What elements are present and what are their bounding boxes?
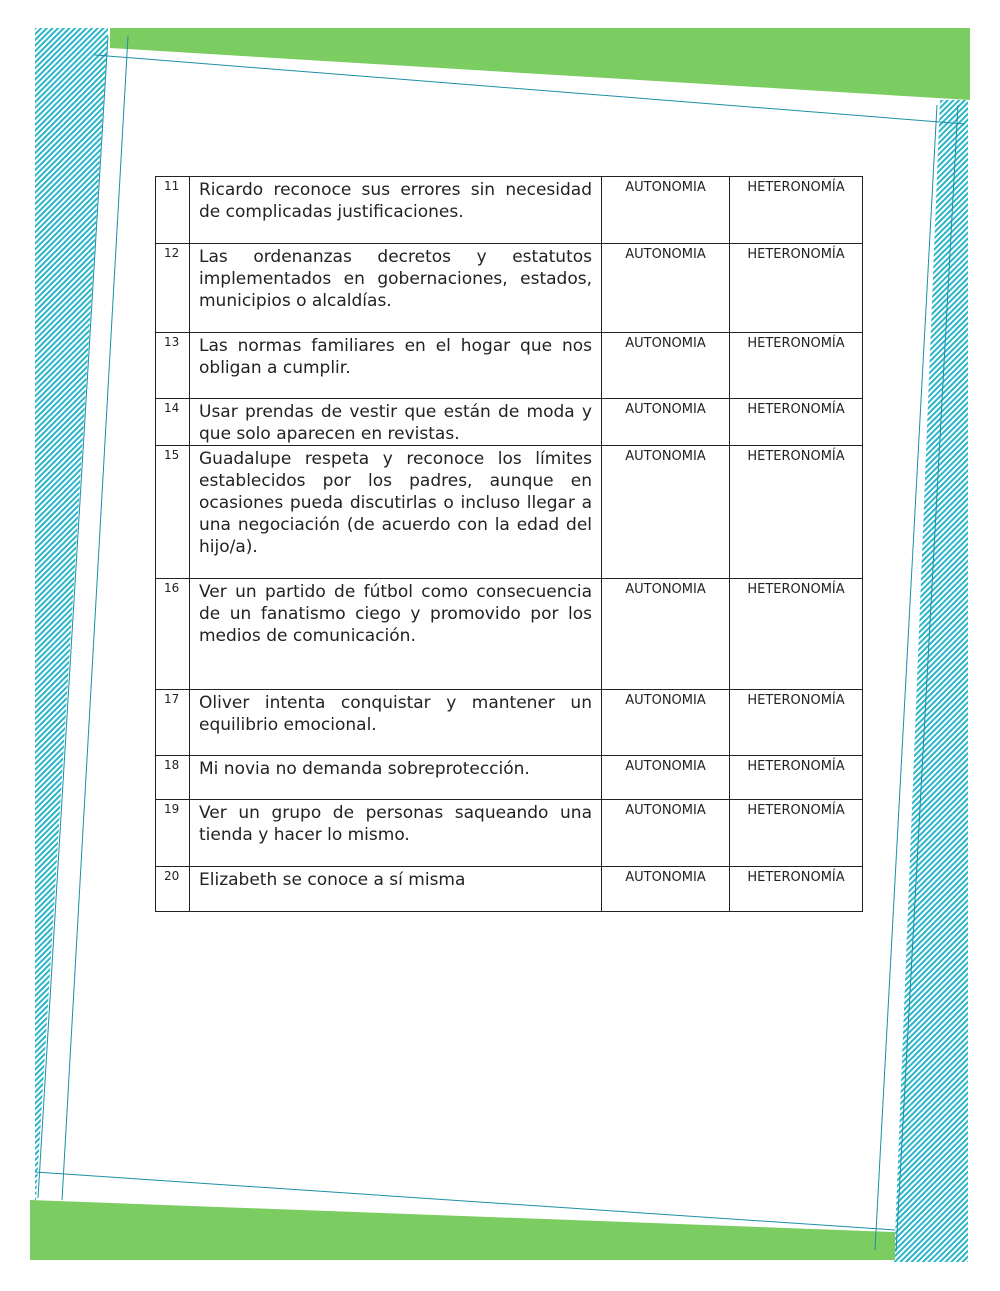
row-number: 13 (156, 333, 190, 399)
row-number: 16 (156, 579, 190, 690)
option-autonomia[interactable]: AUTONOMIA (602, 756, 730, 800)
option-autonomia[interactable]: AUTONOMIA (602, 333, 730, 399)
statement-text: Elizabeth se conoce a sí misma (190, 867, 602, 912)
table-row (156, 579, 863, 690)
table-row (156, 177, 863, 244)
statement-text: Ver un grupo de personas saqueando una tienda y hacer lo mismo. (190, 800, 602, 867)
statement-text: Mi novia no demanda sobreprotección. (190, 756, 602, 800)
option-heteronomia[interactable]: HETERONOMÍA (730, 244, 863, 333)
option-autonomia[interactable]: AUTONOMIA (602, 579, 730, 690)
table-row (156, 800, 863, 867)
bottom-green-band (30, 1200, 895, 1260)
option-heteronomia[interactable]: HETERONOMÍA (730, 579, 863, 690)
table-row (156, 244, 863, 333)
option-heteronomia[interactable]: HETERONOMÍA (730, 867, 863, 912)
row-number: 20 (156, 867, 190, 912)
option-autonomia[interactable]: AUTONOMIA (602, 800, 730, 867)
table-row (156, 333, 863, 399)
table-row (156, 690, 863, 756)
option-autonomia[interactable]: AUTONOMIA (602, 446, 730, 579)
option-autonomia[interactable]: AUTONOMIA (602, 867, 730, 912)
option-autonomia[interactable]: AUTONOMIA (602, 690, 730, 756)
table-row (156, 867, 863, 912)
option-heteronomia[interactable]: HETERONOMÍA (730, 756, 863, 800)
row-number: 11 (156, 177, 190, 244)
option-heteronomia[interactable]: HETERONOMÍA (730, 800, 863, 867)
option-autonomia[interactable]: AUTONOMIA (602, 399, 730, 446)
statement-text: Oliver intenta conquistar y mantener un equilibrio emocional. (190, 690, 602, 756)
row-number: 12 (156, 244, 190, 333)
option-heteronomia[interactable]: HETERONOMÍA (730, 446, 863, 579)
row-number: 15 (156, 446, 190, 579)
option-heteronomia[interactable]: HETERONOMÍA (730, 333, 863, 399)
table-row (156, 446, 863, 579)
top-green-band (110, 28, 970, 100)
statement-text: Ver un partido de fútbol como consecuencia de un fanatismo ciego y promovido por los medios de comunicación. (190, 579, 602, 690)
table-row (156, 399, 863, 446)
row-number: 17 (156, 690, 190, 756)
statement-text: Usar prendas de vestir que están de moda y que solo aparecen en revistas. (190, 399, 602, 446)
table-row (156, 756, 863, 800)
row-number: 18 (156, 756, 190, 800)
statement-text: Las normas familiares en el hogar que nos obligan a cumplir. (190, 333, 602, 399)
classification-table (155, 176, 863, 912)
option-heteronomia[interactable]: HETERONOMÍA (730, 690, 863, 756)
option-autonomia[interactable]: AUTONOMIA (602, 177, 730, 244)
option-heteronomia[interactable]: HETERONOMÍA (730, 399, 863, 446)
statement-text: Guadalupe respeta y reconoce los límites establecidos por los padres, aunque en ocasiones pueda discutirlas o incluso llegar a una negociación (de acuerdo con la edad del hijo/a). (190, 446, 602, 579)
statement-text: Ricardo reconoce sus errores sin necesidad de complicadas justificaciones. (190, 177, 602, 244)
row-number: 14 (156, 399, 190, 446)
option-autonomia[interactable]: AUTONOMIA (602, 244, 730, 333)
option-heteronomia[interactable]: HETERONOMÍA (730, 177, 863, 244)
statement-text: Las ordenanzas decretos y estatutos implementados en gobernaciones, estados, municipios o alcaldías. (190, 244, 602, 333)
row-number: 19 (156, 800, 190, 867)
